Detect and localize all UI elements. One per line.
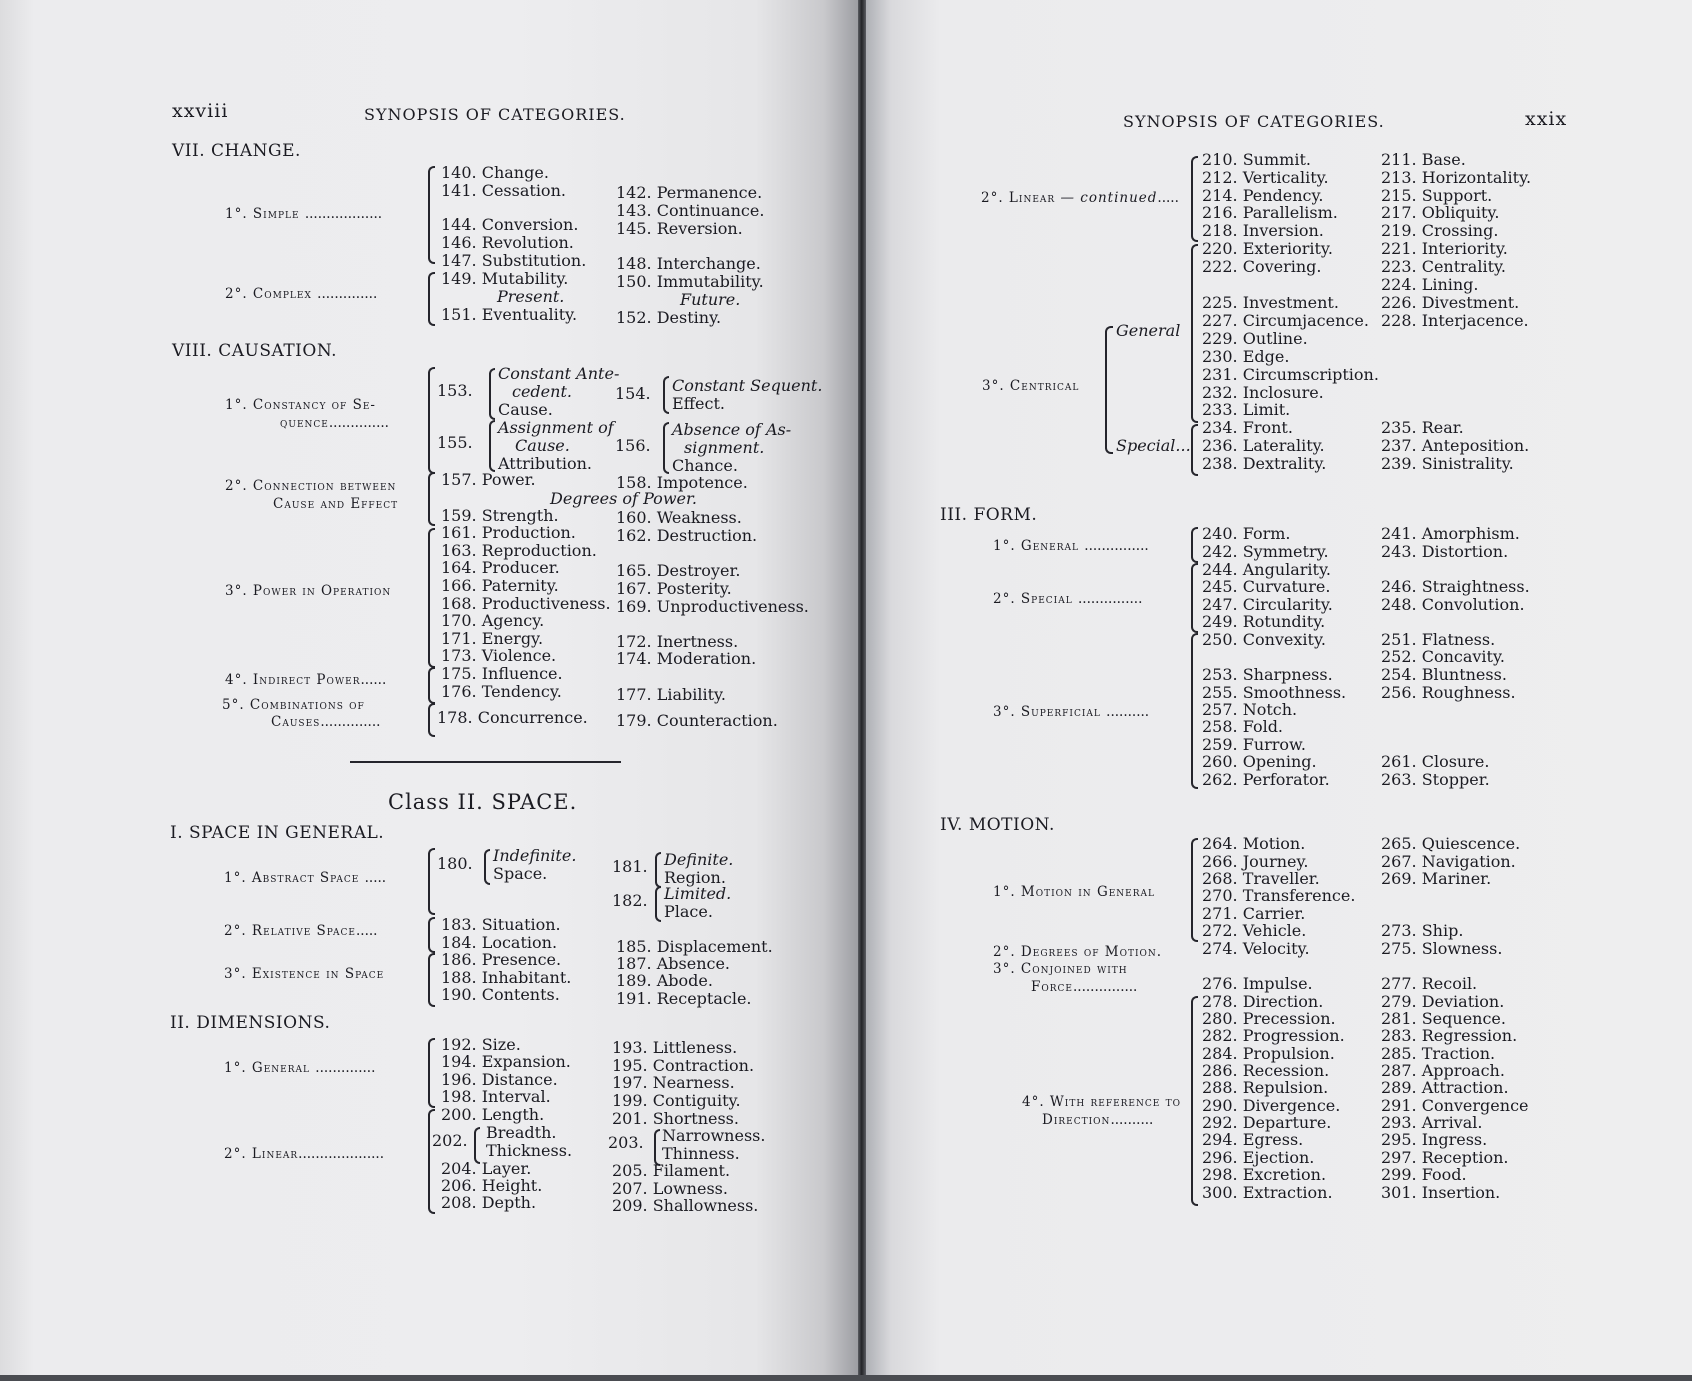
right-page [866,0,1692,1381]
entry: 140. Change. [441,163,549,182]
entry: 243. Distortion. [1381,542,1509,561]
entry: 210. Summit. [1202,150,1311,169]
entry: 157. Power. [441,470,536,489]
entry: 188. Inhabitant. [441,968,572,987]
entry: 235. Rear. [1381,418,1464,437]
entry: 293. Arrival. [1381,1113,1483,1132]
brace [1191,244,1198,423]
entry: 166. Paternity. [441,576,559,595]
entry: 262. Perforator. [1202,770,1330,789]
entry: 245. Curvature. [1202,577,1331,596]
entry: 290. Divergence. [1202,1096,1341,1115]
entry-number: 153. [437,381,473,400]
entry: 266. Journey. [1202,852,1309,871]
entry: 211. Base. [1381,150,1466,169]
subsection-label: 3°. Conjoined with [993,961,1128,977]
entry: 150. Immutability. [616,272,764,291]
entry: 227. Circumjacence. [1202,311,1369,330]
entry: Space. [493,864,548,883]
entry: 206. Height. [441,1176,543,1195]
subsection-label: 2°. Linear.................... [224,1146,384,1162]
brace [428,1038,435,1108]
entry: 264. Motion. [1202,834,1306,853]
entry: 279. Deviation. [1381,992,1505,1011]
entry: 276. Impulse. [1202,974,1313,993]
book-gutter [858,0,866,1381]
entry: 239. Sinistrality. [1381,454,1514,473]
running-header: SYNOPSIS OF CATEGORIES. [1123,112,1385,131]
subsection-label: Causes.............. [271,714,381,730]
subsection-label: 2°. Relative Space..... [224,923,378,939]
entry: 287. Approach. [1381,1061,1505,1080]
entry: 288. Repulsion. [1202,1078,1329,1097]
brace [428,703,435,737]
entry: 296. Ejection. [1202,1148,1315,1167]
entry: 221. Interiority. [1381,239,1508,258]
entry: Thickness. [486,1141,573,1160]
subsection-label: 1°. Constancy of Se- [225,397,376,413]
entry: 145. Reversion. [616,219,743,238]
entry: Present. [497,287,565,306]
entry: 260. Opening. [1202,752,1317,771]
entry: 167. Posterity. [616,579,732,598]
entry: 286. Recession. [1202,1061,1330,1080]
brace [1191,527,1198,563]
entry: Place. [664,902,713,921]
entry: cedent. [512,382,572,401]
subsection-label: 1°. Abstract Space ..... [224,870,387,886]
entry: 242. Symmetry. [1202,542,1329,561]
subsection-label: 1°. General ............... [993,538,1149,554]
entry: 187. Absence. [616,954,731,973]
entry: 176. Tendency. [441,682,562,701]
entry: 271. Carrier. [1202,904,1306,923]
running-header: SYNOPSIS OF CATEGORIES. [364,105,626,124]
section-title: III. FORM. [940,505,1038,525]
entry: 240. Form. [1202,524,1291,543]
entry: 212. Verticality. [1202,168,1329,187]
brace [655,886,661,922]
entry: 149. Mutability. [441,269,569,288]
entry: 255. Smoothness. [1202,683,1347,702]
entry-number: 182. [612,891,648,910]
entry: 217. Obliquity. [1381,203,1500,222]
entry: 160. Weakness. [616,508,742,527]
entry: 143. Continuance. [616,201,765,220]
entry: 178. Concurrence. [437,708,588,727]
entry: 301. Insertion. [1381,1183,1501,1202]
entry: 220. Exteriority. [1202,239,1333,258]
entry: 158. Impotence. [616,473,748,492]
entry-number: 181. [612,857,648,876]
subsection-label: 3°. Power in Operation [225,583,392,599]
brace [1105,326,1113,454]
entry: 277. Recoil. [1381,974,1478,993]
class-title: Class II. SPACE. [388,790,578,814]
entry: 226. Divestment. [1381,293,1520,312]
entry: 146. Revolution. [441,233,574,252]
entry: 285. Traction. [1381,1044,1496,1063]
caption: Degrees of Power. [550,489,697,508]
entry: Breadth. [486,1123,557,1142]
entry: 229. Outline. [1202,329,1308,348]
entry: 152. Destiny. [616,308,722,327]
brace [428,953,435,1007]
entry: 269. Mariner. [1381,869,1492,888]
entry: 200. Length. [441,1105,545,1124]
entry-number: 203. [608,1133,644,1152]
entry: Region. [664,868,726,887]
entry: 253. Sharpness. [1202,665,1333,684]
entry: 284. Propulsion. [1202,1044,1335,1063]
brace [1191,838,1198,942]
entry: 236. Laterality. [1202,436,1325,455]
section-title: VIII. CAUSATION. [172,341,338,361]
subsection-label: 1°. Simple .................. [225,206,383,222]
entry: 232. Inclosure. [1202,383,1324,402]
entry: 225. Investment. [1202,293,1339,312]
entry-number: 155. [437,433,473,452]
entry: 261. Closure. [1381,752,1490,771]
entry: 170. Agency. [441,611,545,630]
entry: 173. Violence. [441,646,557,665]
entry-number: 154. [615,384,651,403]
subsection-label: 1°. Motion in General [993,884,1155,900]
entry: 208. Depth. [441,1193,537,1212]
subsection-label: Cause and Effect [273,496,399,512]
entry: 165. Destroyer. [616,561,741,580]
entry: 189. Abode. [616,971,713,990]
entry: 291. Convergence [1381,1096,1529,1115]
entry: Effect. [672,394,725,413]
entry: 162. Destruction. [616,526,758,545]
entry: 209. Shallowness. [612,1196,759,1215]
entry: 283. Regression. [1381,1026,1518,1045]
brace [1191,996,1198,1206]
brace [1191,563,1198,633]
brace [655,852,661,888]
subsection-label: Force............... [1031,979,1138,995]
subsection-label: 1°. General .............. [224,1060,376,1076]
entry: 263. Stopper. [1381,770,1490,789]
entry: 204. Layer. [441,1159,532,1178]
entry: 172. Inertness. [616,632,739,651]
entry: 179. Counteraction. [616,711,778,730]
entry: 265. Quiescence. [1381,834,1521,853]
brace [484,849,490,885]
subsection-label: quence.............. [280,415,389,431]
divider [350,761,621,763]
brace [1191,424,1198,476]
entry: 207. Lowness. [612,1179,728,1198]
entry: 259. Furrow. [1202,735,1306,754]
brace [428,272,435,326]
entry: 169. Unproductiveness. [616,597,809,616]
sub-label: Special... [1116,436,1191,455]
entry: 246. Straightness. [1381,577,1530,596]
entry: 148. Interchange. [616,254,761,273]
subsection-label: 2°. Degrees of Motion. [993,944,1163,960]
entry: 257. Notch. [1202,700,1298,719]
subsection-label: 3°. Centrical [982,378,1080,394]
entry: 191. Receptacle. [616,989,752,1008]
entry: 230. Edge. [1202,347,1290,366]
section-title: I. SPACE IN GENERAL. [170,823,385,843]
entry: Constant Ante- [498,364,620,383]
entry-number: 180. [437,854,473,873]
entry: Chance. [672,456,738,475]
entry: 258. Fold. [1202,717,1284,736]
subsection-label: 2°. Linear — continued..... [981,190,1179,206]
entry: 292. Departure. [1202,1113,1332,1132]
brace [663,376,669,414]
entry: 164. Producer. [441,558,560,577]
subsection-label: 3°. Superficial .......... [993,704,1150,720]
entry: 194. Expansion. [441,1052,571,1071]
entry: 214. Pendency. [1202,186,1324,205]
entry: 190. Contents. [441,985,560,1004]
entry: 201. Shortness. [612,1109,739,1128]
entry: 213. Horizontality. [1381,168,1532,187]
entry: 274. Velocity. [1202,939,1310,958]
entry: Cause. [515,436,570,455]
entry: 195. Contraction. [612,1056,755,1075]
entry: 192. Size. [441,1035,521,1054]
brace [489,420,495,472]
brace [1191,633,1198,789]
entry: Constant Sequent. [672,376,823,395]
subsection-label: 4°. With reference to [1022,1094,1182,1110]
subsection-label: 3°. Existence in Space [224,966,385,982]
entry: 161. Production. [441,523,576,542]
entry: 297. Reception. [1381,1148,1509,1167]
entry: 151. Eventuality. [441,305,578,324]
entry: 247. Circularity. [1202,595,1333,614]
brace [428,166,435,264]
entry: 241. Amorphism. [1381,524,1520,543]
entry: 281. Sequence. [1381,1009,1506,1028]
entry: Assignment of [498,418,614,437]
entry: 177. Liability. [616,685,727,704]
entry: Definite. [664,850,734,869]
section-title: VII. CHANGE. [172,141,301,161]
entry: 237. Anteposition. [1381,436,1530,455]
brace [428,848,435,915]
sub-label: General [1116,321,1181,340]
brace [428,528,435,668]
entry: 248. Convolution. [1381,595,1525,614]
entry: Absence of As- [672,420,792,439]
entry: 298. Excretion. [1202,1165,1327,1184]
entry-number: 202. [432,1131,468,1150]
entry-number: 156. [615,436,651,455]
entry: Attribution. [498,454,593,473]
entry: 289. Attraction. [1381,1078,1509,1097]
entry: 234. Front. [1202,418,1293,437]
entry: 171. Energy. [441,629,544,648]
entry: 268. Traveller. [1202,869,1320,888]
brace [428,1109,435,1214]
subsection-label: 4°. Indirect Power...... [225,672,387,688]
entry: Cause. [498,400,553,419]
entry: Narrowness. [662,1126,766,1145]
entry: 196. Distance. [441,1070,558,1089]
entry: 142. Permanence. [616,183,763,202]
entry: 228. Interjacence. [1381,311,1529,330]
entry: 216. Parallelism. [1202,203,1338,222]
entry: Thinness. [662,1144,740,1163]
brace [428,917,435,953]
entry: 249. Rotundity. [1202,612,1326,631]
subsection-label: 5°. Combinations of [222,697,365,713]
section-title: II. DIMENSIONS. [170,1013,331,1033]
entry: 273. Ship. [1381,921,1464,940]
entry: 219. Crossing. [1381,221,1499,240]
entry: 238. Dextrality. [1202,454,1327,473]
entry: 205. Filament. [612,1161,731,1180]
entry: Indefinite. [493,846,577,865]
entry: 186. Presence. [441,950,562,969]
subsection-label: 2°. Connection between [225,478,397,494]
entry: 183. Situation. [441,915,561,934]
subsection-label: 2°. Special ............... [993,591,1143,607]
entry: 159. Strength. [441,506,559,525]
entry: 193. Littleness. [612,1038,738,1057]
entry: 267. Navigation. [1381,852,1516,871]
entry: 224. Lining. [1381,275,1479,294]
entry: 231. Circumscription. [1202,365,1379,384]
entry: 295. Ingress. [1381,1130,1488,1149]
entry: 294. Egress. [1202,1130,1304,1149]
subsection-label: Direction.......... [1042,1112,1154,1128]
entry: 278. Direction. [1202,992,1324,1011]
entry: 300. Extraction. [1202,1183,1333,1202]
brace [428,367,435,474]
entry: 184. Location. [441,933,558,952]
entry: 144. Conversion. [441,215,579,234]
entry: 222. Covering. [1202,257,1322,276]
entry: 185. Displacement. [616,937,773,956]
entry: 174. Moderation. [616,649,757,668]
entry: 199. Contiguity. [612,1091,741,1110]
entry: 175. Influence. [441,664,563,683]
entry: Future. [680,290,741,309]
subsection-label: 2°. Complex .............. [225,286,378,302]
entry: 233. Limit. [1202,400,1291,419]
entry: 147. Substitution. [441,251,587,270]
entry: 250. Convexity. [1202,630,1326,649]
entry: 244. Angularity. [1202,560,1331,579]
entry: 272. Vehicle. [1202,921,1307,940]
entry: 270. Transference. [1202,886,1356,905]
entry: 251. Flatness. [1381,630,1496,649]
entry: 280. Precession. [1202,1009,1336,1028]
brace [428,472,435,526]
entry: signment. [684,438,765,457]
brace [489,368,495,420]
entry: 275. Slowness. [1381,939,1503,958]
entry: 197. Nearness. [612,1073,735,1092]
entry: 168. Productiveness. [441,594,611,613]
entry: 299. Food. [1381,1165,1467,1184]
entry: 218. Inversion. [1202,221,1324,240]
page-number: xxix [1525,108,1568,130]
entry: Limited. [664,884,732,903]
entry: 223. Centrality. [1381,257,1507,276]
brace [428,667,435,704]
entry: 198. Interval. [441,1087,551,1106]
entry: 254. Bluntness. [1381,665,1507,684]
entry: 141. Cessation. [441,181,566,200]
brace [663,422,669,474]
entry: 282. Progression. [1202,1026,1345,1045]
brace [1191,156,1198,242]
section-title: IV. MOTION. [940,815,1055,835]
entry: 215. Support. [1381,186,1493,205]
entry: 163. Reproduction. [441,541,597,560]
entry: 252. Concavity. [1381,647,1505,666]
page-number: xxviii [172,100,229,122]
book-edge [0,1375,1692,1381]
entry: 256. Roughness. [1381,683,1516,702]
